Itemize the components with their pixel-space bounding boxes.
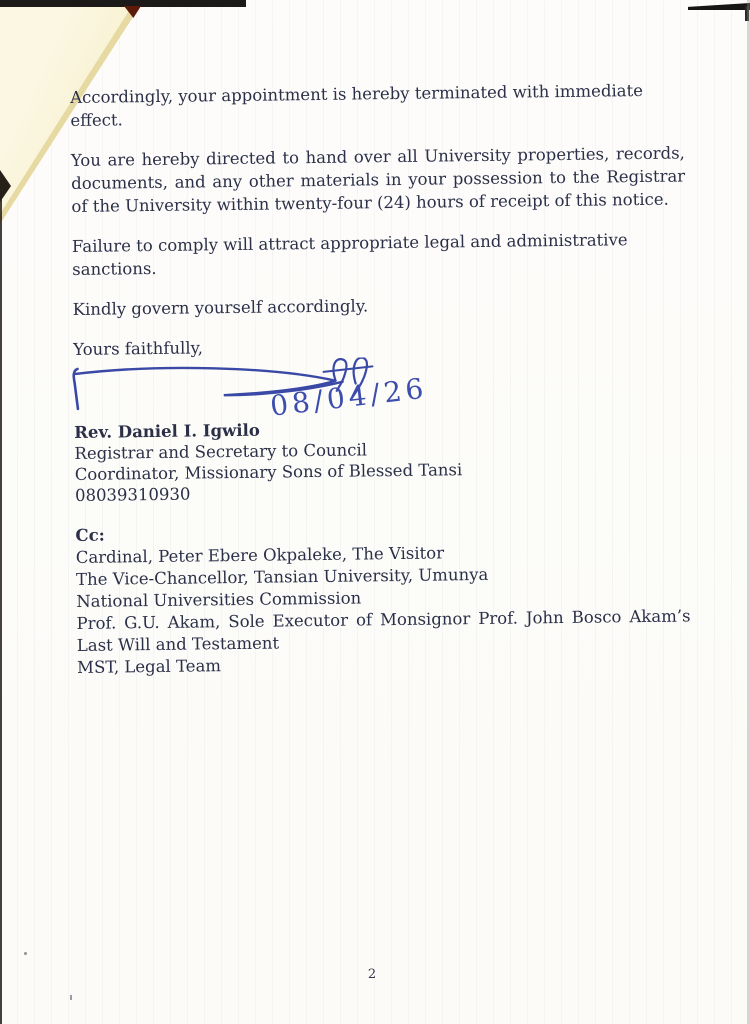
cc-recipient-executor: Prof. G.U. Akam, Sole Executor of Monsignor Prof. John Bosco Akam’s Last Will and Testament <box>76 606 691 655</box>
closing-salutation: Yours faithfully, <box>73 338 204 359</box>
letter-body <box>70 78 691 678</box>
signatory-name: Rev. Daniel I. Igwilo <box>74 420 260 442</box>
signatory-block <box>74 414 689 505</box>
paragraph-termination: Accordingly, your appointment is hereby terminated with immediate effect. <box>70 81 644 130</box>
scan-speck <box>24 952 27 955</box>
signatory-phone: 08039310930 <box>74 484 191 505</box>
cc-recipient-visitor: Cardinal, Peter Ebere Okpaleke, The Visitor <box>75 543 445 567</box>
signatory-title-coordinator: Coordinator, Missionary Sons of Blessed Tansi <box>74 460 463 484</box>
paragraph-sanctions: Failure to comply will attract appropriate legal and administrative sanctions. <box>71 230 628 279</box>
page-number: 2 <box>367 967 377 982</box>
scan-left-edge-strip <box>0 196 2 1024</box>
signature-area <box>73 359 688 421</box>
cc-recipient-legal-team: MST, Legal Team <box>76 656 222 677</box>
cc-recipient-nuc: National Universities Commission <box>76 588 362 611</box>
scan-edge-top-bar <box>0 0 246 7</box>
cc-label: Cc: <box>75 525 105 545</box>
scan-speck <box>70 995 72 1000</box>
paragraph-govern: Kindly govern yourself accordingly. <box>72 296 369 319</box>
paragraph-handover: You are hereby directed to hand over all University properties, records, documents, and any other materials in your possession to the Registrar of the University within twenty-four (24) hours of receipt of this notice. <box>70 143 686 216</box>
signature-date: 08/04/26 <box>268 371 429 423</box>
cc-recipient-vice-chancellor: The Vice-Chancellor, Tansian University, Umunya <box>75 564 489 589</box>
scan-edge-top-right-line <box>688 3 750 10</box>
signatory-title-registrar: Registrar and Secretary to Council <box>74 440 368 463</box>
cc-block <box>75 517 691 678</box>
